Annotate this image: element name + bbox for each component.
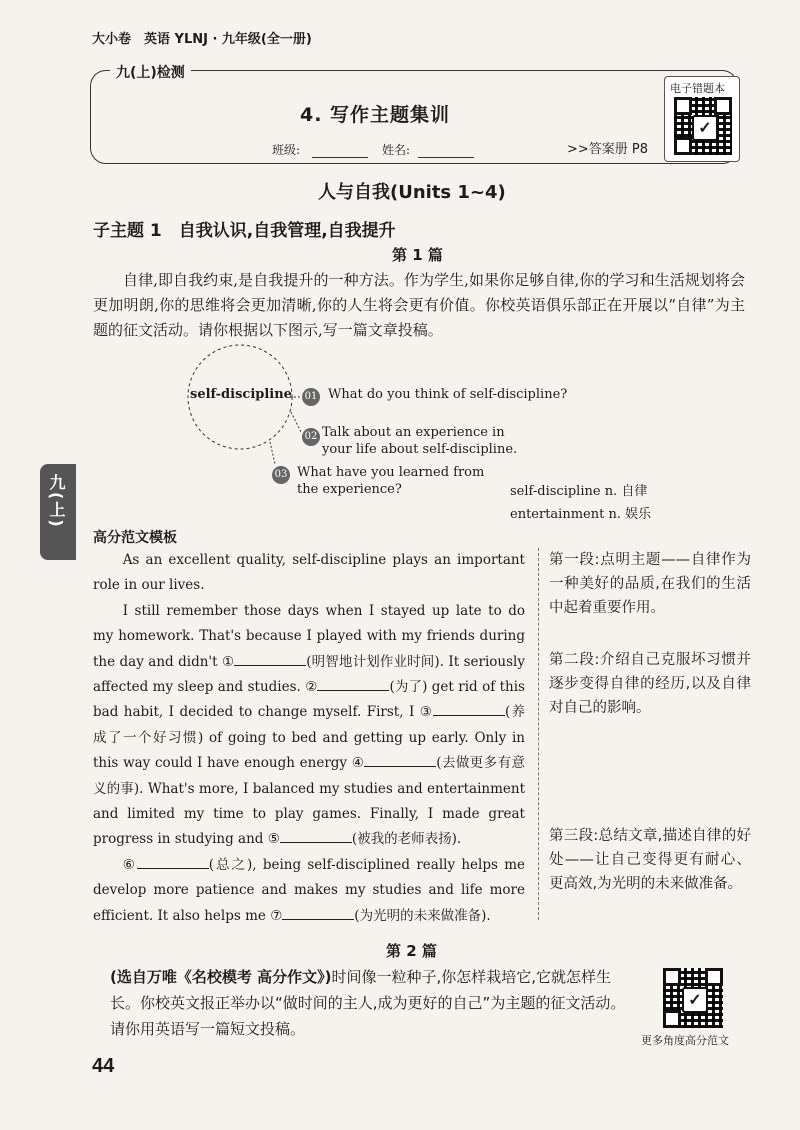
column-divider <box>538 548 539 920</box>
class-label: 班级: <box>272 143 301 157</box>
qr-code-icon[interactable] <box>674 97 732 155</box>
name-field[interactable] <box>418 157 474 158</box>
piece-1-prompt: 自律,即自我约束,是自我提升的一种方法。作为学生,如果你足够自律,你的学习和生活规划将会更加明朗,你的思维将会更加清晰,你的人生将会更有价值。你校英语俱乐部正在开展以“自律”为主题的征文活动。请你根据以下图示,写一篇文章投稿。 <box>93 271 745 339</box>
blank-1[interactable] <box>234 651 306 666</box>
blank-2[interactable] <box>317 676 389 691</box>
class-field[interactable] <box>312 157 368 158</box>
check-icon: ✓ <box>692 115 718 141</box>
number-badge: 02 <box>302 428 320 446</box>
error-book-label: 电子错题本 <box>670 82 725 95</box>
check-icon: ✓ <box>682 987 708 1013</box>
piece-1-title: 第 1 篇 <box>392 246 443 264</box>
diagram-item: Talk about an experience in your life about self-discipline. <box>322 425 518 457</box>
blank-number: ④ <box>351 755 365 772</box>
blank-4[interactable] <box>364 752 436 767</box>
model-essay <box>93 548 525 929</box>
blank-7[interactable] <box>282 905 354 920</box>
test-title: 4. 写作主题集训 <box>300 104 451 126</box>
section-title: 人与自我(Units 1~4) <box>318 182 506 203</box>
blank-number: ⑦ <box>270 907 283 924</box>
essay-paragraph: As an excellent quality, self-discipline plays an important role in our lives. <box>93 552 525 594</box>
answer-reference: >>答案册 P8 <box>567 142 649 157</box>
page-number: 44 <box>92 1055 115 1077</box>
essay-paragraph: ⑥ (总之), being self-disciplined really helps me develop more patience and makes my studies and life more efficient. It also helps me ⑦ (为光明的未来做准备). <box>93 853 525 929</box>
blank-3[interactable] <box>433 701 505 716</box>
blank-number: ⑥ <box>122 856 137 873</box>
diagram-center-label: self-discipline <box>190 387 292 402</box>
source-note: (选自万唯《名校模考 高分作文》) <box>110 968 332 986</box>
paragraph-note-2: 第二段:介绍自己克服坏习惯并逐步变得自律的经历,以及自律对自己的影响。 <box>549 652 751 716</box>
piece-2-prompt: (选自万唯《名校模考 高分作文》)时间像一粒种子,你怎样栽培它,它就怎样生长。你校英文报正举办以“做时间的主人,成为更好的自己”为主题的征文活动。请你用英语写一篇短文投稿。 <box>110 968 626 1038</box>
blank-number: ③ <box>419 704 434 721</box>
template-heading: 高分范文模板 <box>93 530 177 546</box>
paragraph-note-1: 第一段:点明主题——自律作为一种美好的品质,在我们的生活中起着重要作用。 <box>549 552 751 616</box>
subtopic-heading: 子主题 1 自我认识,自我管理,自我提升 <box>93 221 396 241</box>
paragraph-note-3: 第三段:总结文章,描述自律的好处——让自己变得更有耐心、更高效,为光明的未来做准备。 <box>549 828 751 892</box>
name-label: 姓名: <box>382 143 411 157</box>
blank-number: ② <box>305 679 318 696</box>
diagram-item: What have you learned from the experience? <box>297 465 485 497</box>
diagram-item: What do you think of self-discipline? <box>328 387 568 402</box>
essay-paragraph: I still remember those days when I stayed up late to do my homework. That's because I played with my friends during the day and didn't ① (明智地计划作业时间). It seriously affected my sleep and studies. ② (为了) get rid of this bad habit, I decided to change myself. First, I ③ (养成了一个好习惯) of going to bed and getting up early. Only in this way could I have enough energy ④ (去做更多有意义的事). What's more, I balanced my studies and entertainment and limited my time to play games. Finally, I made great progress in studying and ⑤ (被我的老师表扬). <box>93 602 525 848</box>
side-tab-label: 九(上) <box>47 474 66 529</box>
qr-code-icon[interactable] <box>663 968 723 1028</box>
vocab-note: entertainment n. 娱乐 <box>510 507 652 522</box>
blank-number: ① <box>221 653 235 670</box>
vocab-note: self-discipline n. 自律 <box>510 484 648 499</box>
test-tag: 九(上)检测 <box>110 62 191 82</box>
piece-2-title: 第 2 篇 <box>386 942 437 960</box>
blank-5[interactable] <box>280 828 352 843</box>
blank-number: ⑤ <box>267 831 280 848</box>
qr-caption: 更多角度高分范文 <box>641 1034 729 1047</box>
running-head: 大小卷 英语 YLNJ · 九年级(全一册) <box>92 32 312 47</box>
number-badge: 01 <box>302 388 320 406</box>
blank-6[interactable] <box>137 854 209 869</box>
number-badge: 03 <box>272 466 290 484</box>
